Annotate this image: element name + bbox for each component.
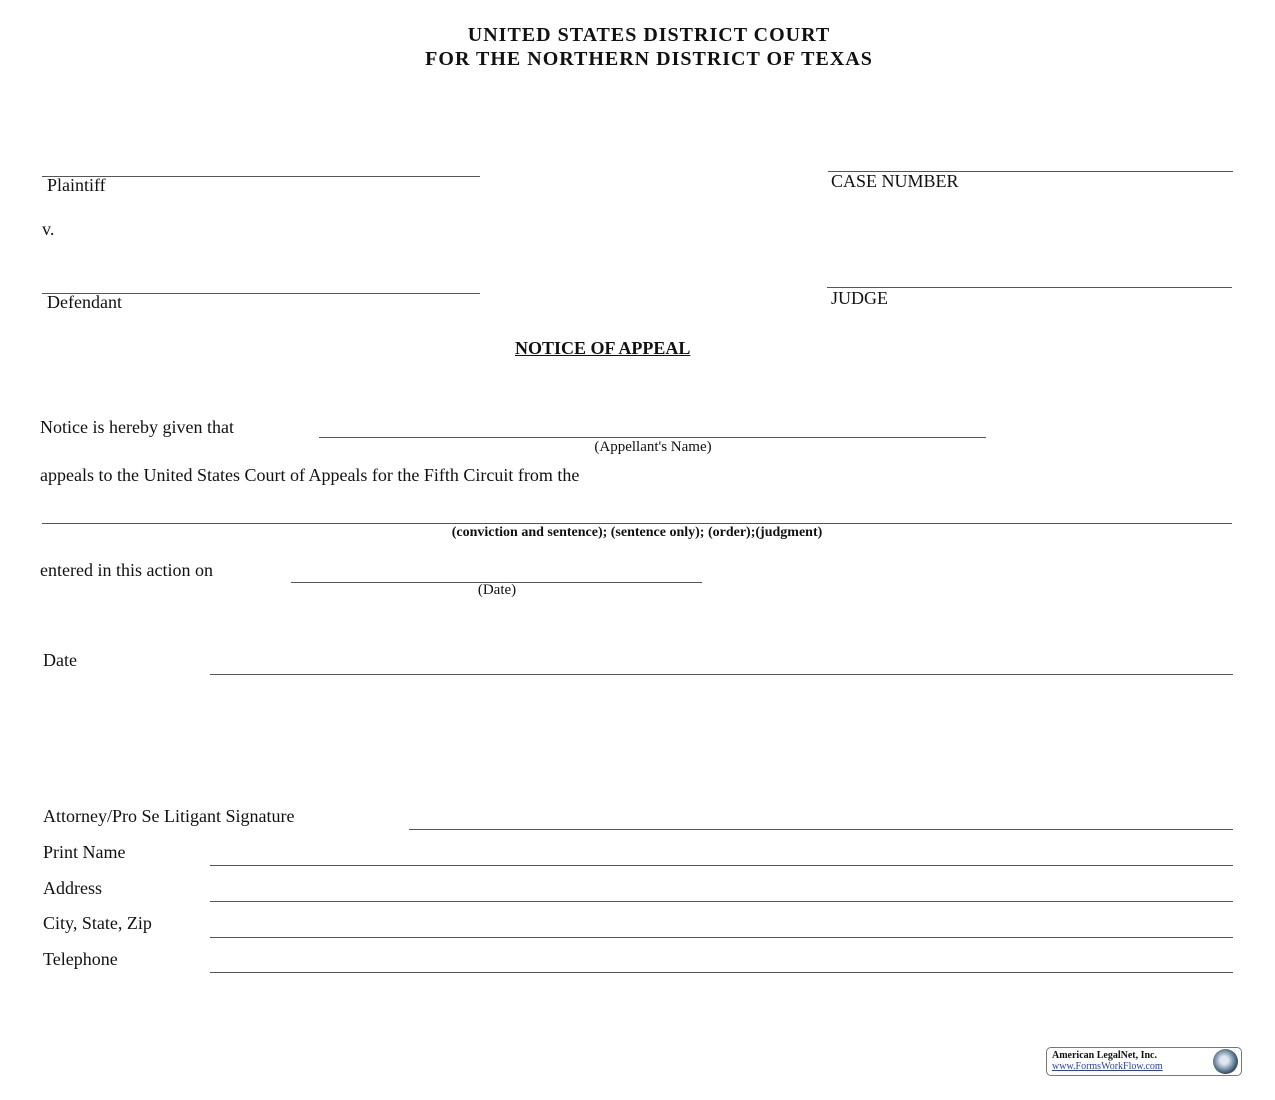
case-number-label: CASE NUMBER: [831, 171, 959, 191]
city-state-zip-label: City, State, Zip: [43, 913, 152, 933]
appellant-name-caption: (Appellant's Name): [594, 439, 712, 455]
judge-input[interactable]: [827, 265, 1236, 289]
entry-date-input[interactable]: [291, 560, 706, 584]
signature-label: Attorney/Pro Se Litigant Signature: [43, 806, 295, 826]
logo-url-link[interactable]: www.FormsWorkFlow.com: [1052, 1061, 1163, 1072]
date-label: Date: [43, 650, 77, 670]
entered-text: entered in this action on: [40, 560, 213, 580]
judgment-type-caption: (conviction and sentence); (sentence only); (order);(judgment): [451, 525, 823, 540]
address-input[interactable]: [210, 879, 1237, 903]
logo-company: American LegalNet, Inc.: [1052, 1050, 1157, 1061]
case-number-input[interactable]: [828, 149, 1237, 173]
defendant-label: Defendant: [47, 292, 122, 312]
telephone-input[interactable]: [210, 950, 1237, 974]
court-name: UNITED STATES DISTRICT COURT: [467, 24, 831, 46]
print-name-label: Print Name: [43, 842, 126, 862]
judge-label: JUDGE: [831, 288, 888, 308]
date-input[interactable]: [210, 652, 1237, 676]
appellant-name-input[interactable]: [319, 415, 990, 439]
appeals-text: appeals to the United States Court of Appeals for the Fifth Circuit from the: [40, 465, 580, 485]
notice-intro-text: Notice is hereby given that: [40, 417, 234, 437]
american-legalnet-logo[interactable]: [1046, 1047, 1242, 1076]
signature-input[interactable]: [409, 807, 1237, 831]
judgment-type-input[interactable]: [42, 501, 1236, 525]
document-title: NOTICE OF APPEAL: [515, 338, 691, 358]
address-label: Address: [43, 878, 102, 898]
versus-label: v.: [42, 219, 55, 239]
entry-date-caption: (Date): [477, 582, 517, 598]
telephone-label: Telephone: [43, 949, 118, 969]
plaintiff-input[interactable]: [42, 154, 484, 178]
plaintiff-label: Plaintiff: [47, 175, 106, 195]
district-name: FOR THE NORTHERN DISTRICT OF TEXAS: [425, 48, 873, 70]
print-name-input[interactable]: [210, 843, 1237, 867]
globe-icon: [1213, 1049, 1238, 1074]
city-state-zip-input[interactable]: [210, 915, 1237, 939]
